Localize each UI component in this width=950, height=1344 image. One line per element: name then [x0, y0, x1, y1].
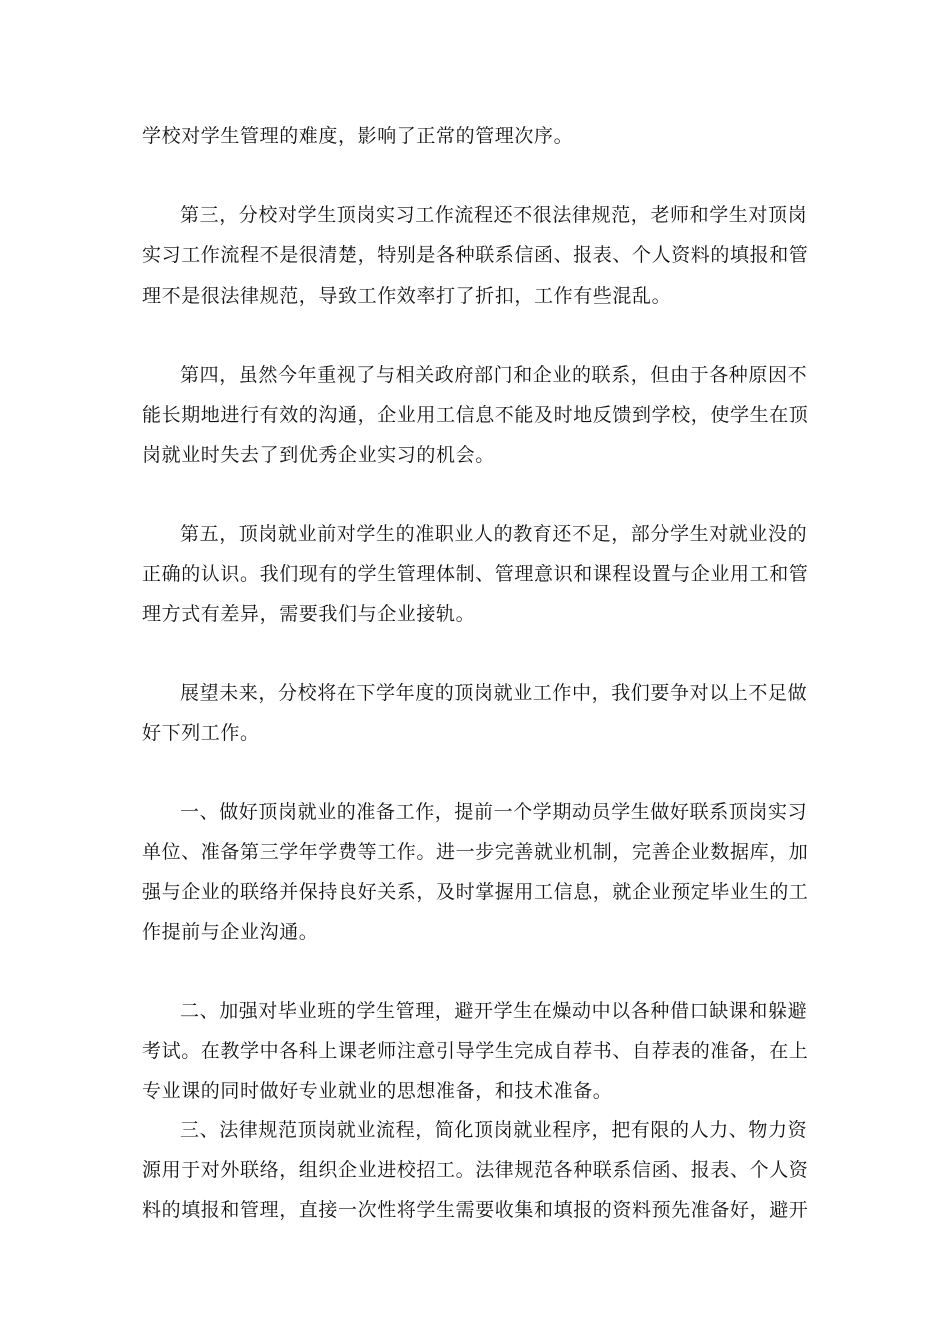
- text-line: 岗就业时失去了到优秀企业实习的机会。: [142, 444, 495, 466]
- paragraph-3-line: 第三，分校对学生顶岗实习工作流程还不很法律规范，老师和学生对顶岗: [180, 204, 808, 226]
- text-line: 作提前与企业沟通。: [142, 921, 319, 943]
- item-3-line: 三、法律规范顶岗就业流程，简化顶岗就业程序，把有限的人力、物力资: [180, 1119, 808, 1141]
- text-line: 正确的认识。我们现有的学生管理体制、管理意识和课程设置与企业用工和管: [142, 563, 809, 585]
- text-line: 强与企业的联络并保持良好关系，及时掌握用工信息，就企业预定毕业生的工: [142, 881, 809, 903]
- text-line: 好下列工作。: [142, 722, 260, 744]
- paragraph-4-line: 第四，虽然今年重视了与相关政府部门和企业的联系，但由于各种原因不: [180, 364, 808, 386]
- item-1-line: 一、做好顶岗就业的准备工作，提前一个学期动员学生做好联系顶岗实习: [180, 801, 808, 823]
- text-line: 专业课的同时做好专业就业的思想准备，和技术准备。: [142, 1080, 613, 1102]
- text-line: 单位、准备第三学年学费等工作。进一步完善就业机制，完善企业数据库，加: [142, 841, 809, 863]
- text-line: 实习工作流程不是很清楚，特别是各种联系信函、报表、个人资料的填报和管: [142, 244, 809, 266]
- text-line: 学校对学生管理的难度，影响了正常的管理次序。: [142, 125, 574, 147]
- paragraph-5-line: 第五，顶岗就业前对学生的准职业人的教育还不足，部分学生对就业没的: [180, 523, 808, 545]
- text-line: 考试。在教学中各科上课老师注意引导学生完成自荐书、自荐表的准备，在上: [142, 1040, 809, 1062]
- outlook-paragraph-line: 展望未来，分校将在下学年度的顶岗就业工作中，我们要争对以上不足做: [180, 682, 808, 704]
- text-line: 料的填报和管理，直接一次性将学生需要收集和填报的资料预先准备好，避开: [142, 1199, 809, 1221]
- text-line: 理方式有差异，需要我们与企业接轨。: [142, 603, 476, 625]
- item-2-line: 二、加强对毕业班的学生管理，避开学生在燥动中以各种借口缺课和躲避: [180, 1000, 808, 1022]
- text-line: 源用于对外联络，组织企业进校招工。法律规范各种联系信函、报表、个人资: [142, 1159, 809, 1181]
- text-line: 理不是很法律规范，导致工作效率打了折扣，工作有些混乱。: [142, 285, 672, 307]
- text-line: 能长期地进行有效的沟通，企业用工信息不能及时地反馈到学校，使学生在顶: [142, 404, 809, 426]
